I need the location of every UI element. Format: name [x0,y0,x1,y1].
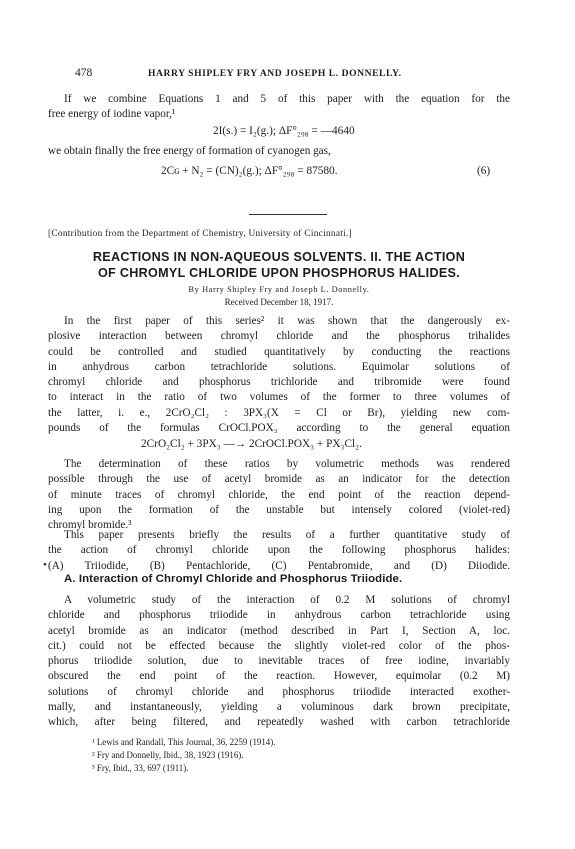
p2-line: ing upon the formation of the unstable but intensely colored (violet-red) [48,503,510,516]
p1-line: In the first paper of this series² it was shown that the dangerously ex- [64,315,510,327]
p3-line: This paper presents briefly the results of a further quantitative study of [64,529,510,541]
p2-line: of minute traces of chromyl chloride, the end point of the reaction depend- [48,488,510,501]
paragraph-2 [48,457,510,533]
paragraph-4 [48,593,510,731]
p4-line: acetyl bromide as an indicator (method described in Part I, Section A, loc. [48,624,510,637]
p4-line: phorus triiodide solution, due to inevitable traces of free iodine, invariably [48,655,510,668]
page-number: 478 [75,67,93,79]
article-title-line-1: REACTIONS IN NON-AQUEOUS SOLVENTS. II. THE ACTION [92,250,466,264]
equation-cyanogen: 2Cɢ + N₂ = (CN)₂(g.); ΔF°₂₉₈ = 87580. [161,165,338,177]
p4-line: A volumetric study of the interaction of 0.2 M solutions of chromyl [64,594,510,606]
received-date: Received December 18, 1917. [224,297,334,307]
running-head: HARRY SHIPLEY FRY AND JOSEPH L. DONNELLY. [148,68,402,79]
footnote-1: ¹ Lewis and Randall, This Journal, 36, 2259 (1914). [92,737,276,747]
paragraph-3 [48,528,510,574]
p4-line: obscured the end point of the reaction. However, equimolar (0.2 M) [48,670,510,683]
margin-dot-mark: • [43,559,47,571]
p1-line: could be controlled and studied quantitatively by conducting the reactions [48,345,510,358]
paragraph-1 [48,314,510,436]
p4-line: cit.) could not be effected because the slightly violet-red color of the phos- [48,639,510,652]
byline: By Harry Shipley Fry and Joseph L. Donnelly. [188,285,370,294]
p2-line: chromyl bromide.³ [48,519,132,532]
section-heading-a: A. Interaction of Chromyl Chloride and Phosphorus Triiodide. [64,573,403,585]
intro-line-1: If we combine Equations 1 and 5 of this paper with the equation for the [64,93,510,105]
p4-line: which, after being filtered, and repeatedly washed with carbon tetrachloride [48,716,510,729]
p1-line: to interact in the ratio of two volumes of the former to three volumes of [48,391,510,404]
p1-line: the latter, i. e., 2CrO₂Cl₂ : 3PX₃(X = Cl or Br), yielding new com- [48,406,510,419]
equation-number: (6) [477,165,491,177]
article-title-line-2: OF CHROMYL CHLORIDE UPON PHOSPHORUS HALIDES. [97,266,461,280]
p2-line: The determination of these ratios by volumetric methods was rendered [64,458,510,470]
p1-line: pounds of the formulas CrOCl.POX₃ according to the general equation [48,422,510,435]
equation-general: 2CrO₂Cl₂ + 3PX₃ —→ 2CrOCl.POX₃ + PX₃Cl₂. [141,438,362,450]
intro-paragraph [48,92,510,123]
footnote-3: ³ Fry, Ibid., 33, 697 (1911). [92,763,189,773]
p1-line: chromyl chloride and phosphorus trichloride and tribromide were found [48,376,510,389]
p1-line: in anhydrous carbon tetrachloride solutions. Equimolar solutions of [48,360,510,373]
p3-line: the action of chromyl chloride upon the following phosphorus halides: [48,544,510,557]
p2-line: possible through the use of acetyl bromide as an indicator for the detection [48,473,510,486]
equation-iodine: 2I(s.) = I₂(g.); ΔF°₂₉₈ = —4640 [213,125,355,137]
p1-line: plosive interaction between chromyl chloride and the phosphorus trihalides [48,330,510,343]
p4-line: mally, and instantaneously, yielding a voluminous dark brown precipitate, [48,701,510,714]
intro-line-2: free energy of iodine vapor,¹ [48,108,176,121]
p3-line: (A) Triiodide, (B) Pentachloride, (C) Pentabromide, and (D) Diiodide. [48,559,510,572]
transition-line: we obtain finally the free energy of formation of cyanogen gas, [48,145,331,157]
footnote-2: ² Fry and Donnelly, Ibid., 38, 1923 (1916). [92,750,244,760]
p4-line: solutions of chromyl chloride and phosphorus triiodide interacted exother- [48,685,510,698]
contribution-line: [Contribution from the Department of Chemistry, University of Cincinnati.] [48,229,353,239]
section-divider [249,214,327,215]
p4-line: chloride and phosphorus triiodide in anhydrous carbon tetrachloride using [48,609,510,622]
